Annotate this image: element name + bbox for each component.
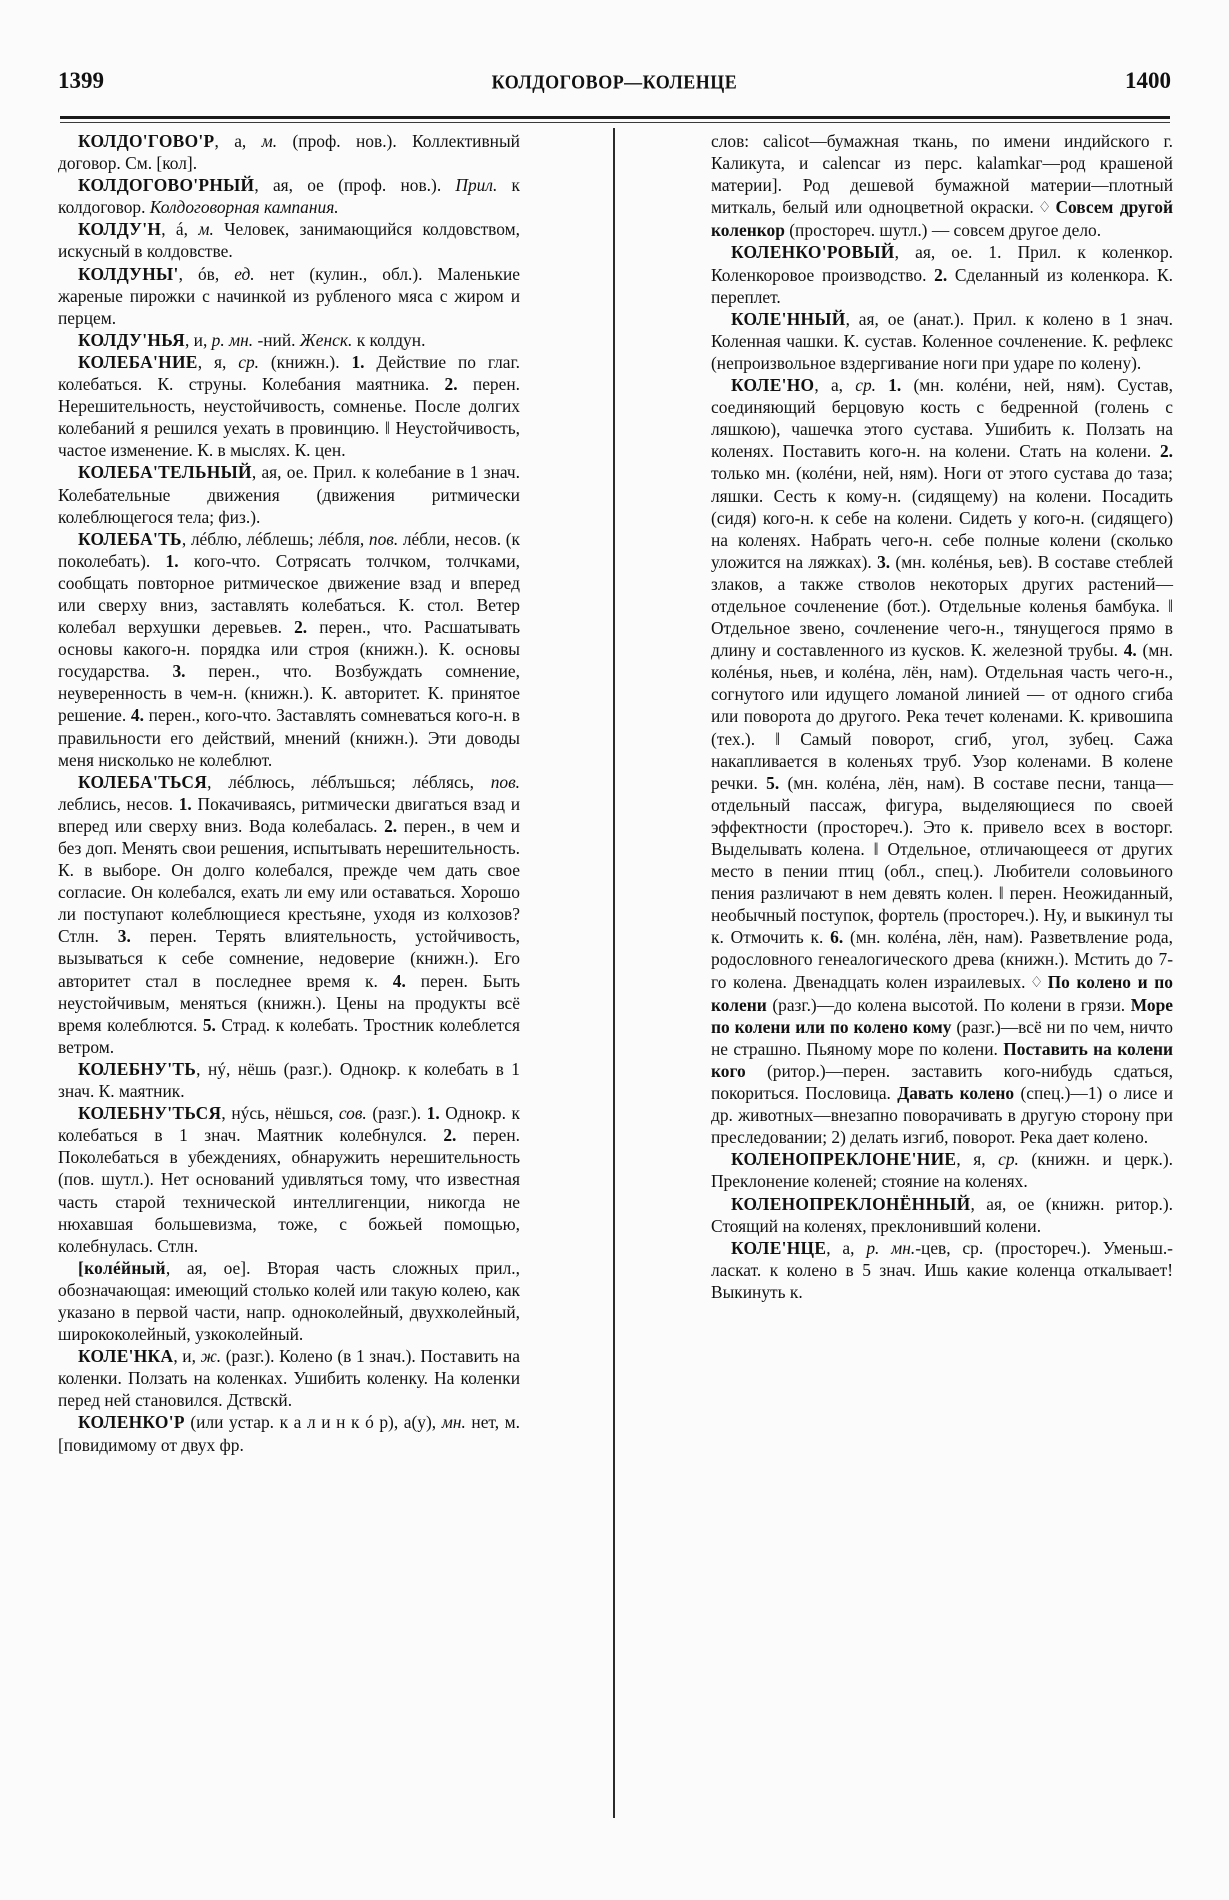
grammar: , ая, ое.	[251, 462, 314, 483]
idiom-phrase-1: По колено и по колени	[711, 971, 1173, 1015]
gender-label: ед.	[234, 263, 255, 284]
headword: КОЛЕБНУ'ТЬСЯ	[78, 1103, 222, 1124]
grammar: , ая, ое (проф. нов.).	[254, 175, 456, 196]
gender-label: ср.	[855, 375, 876, 396]
entry-kolebatelnyj	[58, 461, 520, 527]
grammar: , а,	[826, 1237, 867, 1258]
idiom-phrase: Совсем другой коленкор	[711, 197, 1174, 241]
grammar: , ая, ое].	[165, 1257, 268, 1278]
headword: КОЛЕБА'ТЕЛЬНЫЙ	[78, 462, 252, 483]
entry-kolennyj	[711, 308, 1173, 374]
headword: КОЛДУНЫ'	[78, 263, 179, 284]
entry-koleno	[711, 374, 1173, 1148]
pov-label: пов.	[490, 771, 520, 792]
headword: КОЛДОГОВО'РНЫЙ	[78, 175, 255, 196]
gender-label: ср.	[998, 1149, 1019, 1170]
headword: КОЛЕБНУ'ТЬ	[78, 1058, 197, 1079]
headword: КОЛЕБА'ТЬ	[78, 528, 182, 549]
grammar: , лéблю, лéблешь; лéбля,	[181, 528, 369, 549]
pov-label: пов.	[368, 528, 399, 549]
entry-koldogovornyj	[58, 174, 520, 218]
definition: (книжн.). 1. Действие по глаг. колебаться. К. струны. Колебания маятника. 2. перен. Нерешительность, неустойчивость, сомненье. После долгих колебаний я решился уехать в провинцию. ‖ Неустойчивость, частое изменение. К. в мыслях. К. цен.	[58, 351, 521, 461]
headword: КОЛЕБА'ТЬСЯ	[78, 771, 208, 792]
headword: КОЛЕ'НЦЕ	[731, 1237, 827, 1258]
idiom-definition-1: (разг.)—до колена высотой. По колени в грязи.	[766, 994, 1131, 1015]
idiom-definition: (простореч. шутл.) — совсем другое дело.	[784, 220, 1102, 241]
entry-koldunya	[58, 329, 520, 351]
header-rule	[60, 116, 1170, 119]
entry-kolenka	[58, 1345, 520, 1411]
definition: -цев, ср. (простореч.). Уменьш.-ласкат. к колено в 5 знач. Ишь какие коленца откалывает! Выкинуть к.	[711, 1237, 1173, 1302]
gender-label: м.	[261, 131, 278, 151]
gender-label: р. мн.	[866, 1237, 916, 1258]
definition: (разг.). 1. Однокр. к колебаться в 1 знач. Маятник колебнулся. 2. перен. Поколебаться в убеждениях, обнаружить нерешительность (пов. шутл.). Нет оснований удивляться тому, что известная часть старой технической интеллигенции, никогда не нюхавшая большевизма, тоже, с божьей помощью, колебнулась. Стлн.	[58, 1103, 520, 1256]
definition-tail: к колдун.	[352, 329, 426, 350]
entry-kolejnyj	[58, 1257, 520, 1345]
gender-label: м.	[198, 219, 214, 240]
definition: Человек, занимающийся колдовством, искусный в колдовстве.	[58, 219, 520, 262]
mn-label: мн.	[441, 1412, 466, 1433]
definition: нет (кулин., обл.). Маленькие жареные пирожки с начинкой из рубленого мяса с жиром и перцем.	[58, 263, 520, 328]
example: Колдоговорная кампания.	[149, 197, 339, 218]
text-columns	[58, 130, 1173, 1830]
entry-koldogovor	[58, 130, 520, 174]
grammar: , нý, нёшь (разг.).	[196, 1058, 340, 1079]
grammar: , и,	[184, 329, 212, 350]
headword: КОЛЕ'НО	[731, 375, 815, 396]
idiom-phrase-4: Давать колено	[897, 1083, 1015, 1104]
entry-kolenopreklonenie	[711, 1148, 1173, 1192]
entry-kolebnutsya	[58, 1102, 520, 1257]
entry-kolentse	[711, 1237, 1173, 1303]
entry-koldun	[58, 218, 520, 262]
headword: КОЛЕ'ННЫЙ	[731, 308, 846, 329]
idiom-definition-4: (спец.)—1) о лисе и др. животных—внезапно поворачивать в другую сторону при преследовании; 2) делать изгиб, поворот. Река дает колено.	[711, 1083, 1173, 1148]
headword: КОЛДУ'Н	[78, 219, 162, 240]
headword: КОЛЕНОПРЕКЛОНЁННЫЙ	[731, 1193, 971, 1214]
definition: (проф. нов.). Коллективный договор. См. [кол].	[58, 131, 520, 174]
definition: лéбли, несов. (к поколебать). 1. кого-что. Сотрясать толчком, толчками, сообщать повторное ритмическое движение взад и вперед или сверху вниз, заставлять колебаться. К. стол. Ветер колебал верхушки деревьев. 2. перен., что. Расшатывать основы какого-н. порядка или строя (книжн.). К. основы государства. 3. перен., что. Возбуждать сомнение, неуверенность в чем-н. (книжн.). К. авторитет. К. принятое решение. 4. перен., кого-что. Заставлять сомневаться кого-н. в правильности его действий, мнений (книжн.). Эти доводы меня нисколько не колеблют.	[58, 528, 521, 770]
zhensk-label: Женск.	[299, 329, 353, 350]
headword: КОЛДУ'НЬЯ	[78, 329, 185, 350]
left-column	[58, 130, 520, 1456]
definition: Вторая часть сложных прил., обозначающая: имеющий столько колей или такую колею, как указано в первой части, напр. одноколейный, двухколейный, ширококолейный, узкоколейный.	[58, 1257, 520, 1345]
sov-label: сов.	[338, 1103, 367, 1124]
grammar: , а,	[814, 375, 856, 396]
headword: КОЛЕНКО'РОВЫЙ	[731, 242, 895, 263]
grammar: , ая, ое. 1.	[894, 242, 1018, 263]
entry-kolebatsya	[58, 771, 520, 1058]
headword: КОЛЕ'НКА	[78, 1346, 174, 1367]
grammar: , óв,	[178, 263, 235, 284]
gender-label: ж.	[200, 1346, 222, 1367]
entry-kolebanie	[58, 351, 520, 461]
running-title: КОЛДОГОВОР—КОЛЕНЦЕ	[491, 70, 738, 94]
grammar: , á,	[161, 219, 199, 240]
diamond-icon: ♢	[1035, 200, 1054, 217]
gender-label: ср.	[238, 351, 259, 372]
grammar: , лéблюсь, лéблъшься; лéблясь,	[207, 771, 491, 792]
definition: слов: calicot—бумажная ткань, по имени индийского г. Каликута, и calencar из перс. kalamkaг—род крашеной материи]. Род дешевой бумажной материи—плотный миткаль, белый или одноцветной окраски.	[711, 131, 1173, 218]
definition: леблись, несов. 1. Покачиваясь, ритмически двигаться взад и вперед или сверху вниз. Вода колебалась. 2. перен., в чем и без доп. Менять свои решения, испытывать нерешительность. К. в выборе. Он долго колебался, прежде чем дать свое согласие. Он колебался, ехать ли ему или оставаться. Хорошо ли поступают колеблющиеся крестьяне, уходя из колхозов? Стлн. 3. перен. Терять влиятельность, устойчивость, вызываться к себе сомнение, недоверие (книжн.). Его авторитет стал в последнее время к. 4. перен. Быть неустойчивым, меняться (книжн.). Цены на продукты всё время колеблются. 5. Страд. к колебать. Тростник колеблется ветром.	[58, 793, 521, 1057]
definition: Стоящий на коленях, преклонивший колени.	[711, 1215, 1042, 1236]
definition: (книжн. и церк.). Преклонение коленей; стояние на коленях.	[711, 1149, 1174, 1192]
definition: Прил. к коленкор. Коленкоровое производство. 2. Сделанный из коленкора. К. переплет.	[711, 242, 1173, 307]
folio-left: 1399	[58, 68, 104, 93]
headword: [колéйный	[78, 1257, 166, 1278]
definition: Однокр. к колебать в 1 знач. К. маятник.	[58, 1058, 521, 1102]
definition: нет, м. [повидимому от двух фр.	[58, 1412, 520, 1455]
definition: 1. (мн. колéни, ней, ням). Сустав, соединяющий берцовую кость с бедренной (голень с ляшкою), чашечка этого сустава. Ушибить к. Ползать на коленях. Поставить кого-н. на колени. Стать на колени. 2. только мн. (колéни, ней, ням). Ноги от этого сустава до таза; ляшки. Сесть к кому-н. (сидящему) на колени. Посадить (сидя) кого-н. к себе на колени. Сидеть у кого-н. (сидящего) на коленях. Набрать чего-н. себе полные колени (сколько уложится на ляжках). 3. (мн. колéнья, ьев). В составе стеблей злаков, а также стволов некоторых других растений—отдельное сочленение (бот.). Отдельные коленья бамбука. ‖ Отдельное звено, сочленение чего-н., тянущегося прямо в длину и составленного из кусков. К. железной трубы. 4. (мн. колéнья, ньев, и колéна, лён, нам). Отдельная часть чего-н., согнутого или идущего ломаной линией — от одного сгиба или поворота до другого. Река течет коленами. К. кривошипа (тех.). ‖ Самый поворот, сгиб, угол, зубец. Сажа накапливается в коленьях труб. Узор коленами. В колене речки. 5. (мн. колéна, лён, нам). В составе песни, танца—отдельный пассаж, фигура, выделяющиеся по своей эффектности (простореч.). Это к. привело всех в восторг. Выделывать колена. ‖ Отдельное, отличающееся от других место в пении птиц (обл., спец.). Любители соловьиного пения различают в нем девять колен. ‖ перен. Неожиданный, необычный поступок, фортель (простореч.). Ну, и выкинул ты к. Отмочить к. 6. (мн. колéна, лён, нам). Разветвление рода, родословного генеалогического древа (книжн.). Мстить до 7-го колена. Двенадцать колен израилевых.	[711, 375, 1173, 992]
running-head	[58, 68, 1171, 98]
headword: КОЛЕНКО'Р	[78, 1412, 185, 1433]
header-rule-thin	[60, 122, 1170, 123]
folio-right: 1400	[1125, 68, 1171, 93]
entry-kolebat	[58, 528, 520, 771]
grammar: , нýсь, нёшься,	[221, 1103, 339, 1124]
grammar: , ая, ое (анат.).	[845, 308, 973, 329]
grammar: , и,	[173, 1346, 201, 1367]
grammar: (или устар. к а л и н к ó р), а(у),	[184, 1412, 442, 1433]
definition: (разг.). Колено (в 1 знач.). Поставить на коленки. Ползать на коленках. Ушибить коленку. На коленки перед ней становился. Дствскй.	[58, 1346, 520, 1411]
entry-kolenkor	[58, 1411, 520, 1455]
headword: КОЛЕНОПРЕКЛОНЕ'НИЕ	[731, 1149, 957, 1170]
definition: Прил. к колебание в 1 знач. Колебательные движения (движения ритмически колеблющегося тела; физ.).	[58, 462, 520, 527]
idiom-phrase-3: Поставить на колени кого	[711, 1038, 1173, 1081]
definition: к колдоговор.	[58, 175, 521, 218]
grammar: , я,	[197, 351, 239, 372]
headword: КОЛЕБА'НИЕ	[78, 351, 198, 372]
entry-kolenkor-continuation	[711, 130, 1173, 241]
idiom-phrase-2: Море по колени или по колено кому	[711, 994, 1173, 1037]
definition: -ний.	[253, 329, 300, 350]
idiom-definition-2: (разг.)—всё ни по чем, ничто не страшно. Пьяному море по колени.	[711, 1016, 1173, 1059]
prilag-label: Прил.	[455, 175, 498, 196]
entry-kolebnut	[58, 1058, 520, 1102]
gender-label: р. мн.	[211, 329, 254, 350]
definition: Прил. к колено в 1 знач. Коленная чашки. К. сустав. Коленное сочленение. К. рефлекс (непроизвольное вздергивание ноги при ударе по колену).	[711, 308, 1174, 373]
headword: КОЛДО'ГОВО'Р	[78, 131, 215, 151]
entry-kolduny	[58, 263, 520, 329]
grammar: , ая, ое (книжн. ритор.).	[970, 1193, 1173, 1214]
diamond-icon: ♢	[1027, 974, 1046, 991]
idiom-definition-3: (ритор.)—перен. заставить кого-нибудь сдаться, покориться. Пословица.	[711, 1060, 1173, 1104]
grammar: , а,	[214, 131, 262, 151]
right-column	[711, 130, 1173, 1303]
grammar: , я,	[956, 1149, 999, 1170]
entry-kolenopreklonyonnyj	[711, 1193, 1173, 1237]
entry-kolenkorovyj	[711, 241, 1173, 307]
